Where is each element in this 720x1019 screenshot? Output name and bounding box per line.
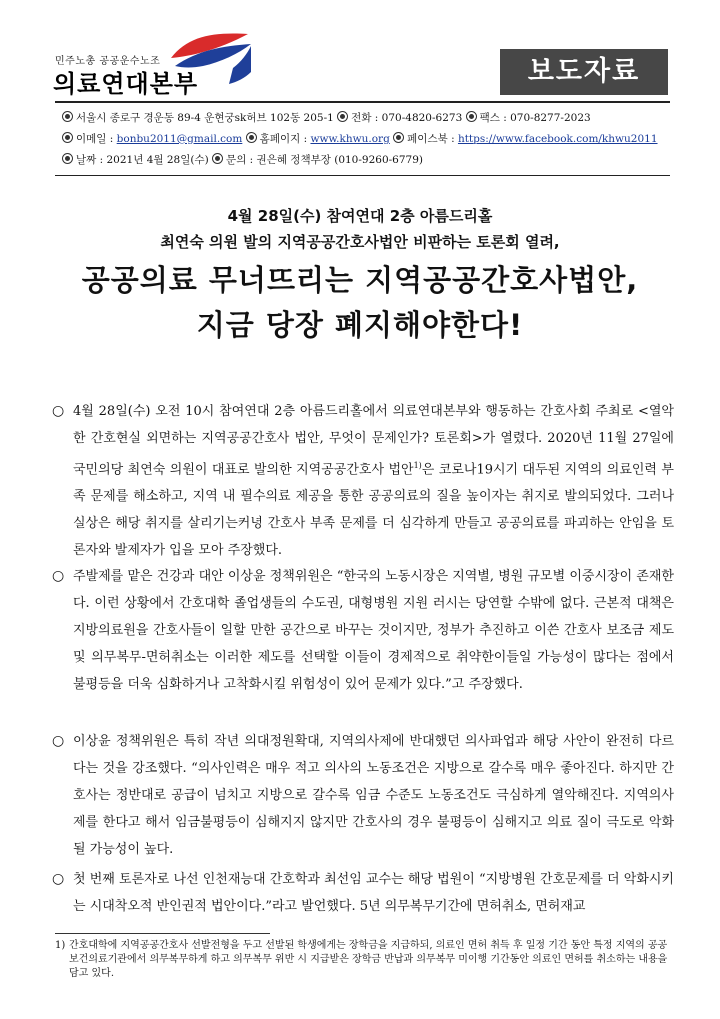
headline-title-line1: 공공의료 무너뜨리는 지역공공간호사법안, [81,263,639,297]
email-link[interactable]: bonbu2011@gmail.com [116,133,243,145]
bullet-icon [62,153,73,164]
org-subtitle: 민주노총 공공운수노조 [55,56,161,67]
bullet-icon [212,153,223,164]
facebook-link[interactable]: https://www.facebook.com/khwu2011 [457,133,658,145]
bullet-icon [246,132,257,143]
bullet-icon [466,111,477,122]
circle-bullet-icon: ○ [52,871,65,887]
info-line-address [62,110,591,125]
event-info: 4월 28일(수) 참여연대 2층 아름드리홀 [227,207,493,225]
paragraph-1-text-a: 4월 28일(수) 오전 10시 참여연대 2층 아름드리홀에서 의료연대본부와 행동하는 간호사회 주최로 <열악한 간호현실 외면하는 지역공공간호사 법안, 무엇이 문제인가? 토론회>가 열렸다. 2020년 11월 27일에 국민의당 최연숙 의원이 대표로 발의한 지역공공간호사 법안 [73,404,674,478]
bullet-icon [62,132,73,143]
paragraph-2 [52,563,674,698]
circle-bullet-icon: ○ [52,568,65,584]
org-logo [53,26,255,98]
bullet-icon [62,111,73,122]
paragraph-3 [52,728,674,863]
paragraph-4 [52,866,674,920]
footnote [55,939,675,981]
bullet-icon [393,132,404,143]
headline-subtitle: 최연숙 의원 발의 지역공공간호사법안 비판하는 토론회 열려, [160,233,560,251]
footnote-number: 1) [55,940,66,951]
email-label: 이메일 : [76,133,117,145]
paragraph-3-text: 이상윤 정책위원은 특히 작년 의대정원확대, 지역의사제에 반대했던 의사파업과 해당 사안이 완전히 다르다는 것을 강조했다. “의사인력은 매우 적고 의사의 노동조건은 지방으로 갈수록 매우 좋아진다. 하지만 간호사는 정반대로 공급이 넘치고 지방으로 갈수록 임금 수준도 노동조건도 극심하게 열악해진다. 지역의사제를 한다고 해서 임금불평등이 심해지지 않지만 간호사의 경우 불평등이 심해지고 의료 질이 극도로 악화될 가능성이 높다. [73,734,674,857]
address-text: 서울시 종로구 경운동 89-4 운현궁sk허브 102동 205-1 [76,112,334,124]
footnote-ref: 1) [413,461,422,470]
homepage-label: 홈페이지 : [259,133,311,145]
info-line-contacts [62,131,658,146]
phone-text: 전화 : 070-4820-6273 [351,112,463,124]
paragraph-text [73,398,674,564]
info-divider [55,175,670,176]
facebook-label: 페이스북 : [407,133,458,145]
info-line-date [62,152,423,167]
letterhead [55,26,670,96]
headline-title-line2: 지금 당장 폐지해야한다! [196,308,524,342]
circle-bullet-icon: ○ [52,733,65,749]
header-divider [55,101,670,103]
contact-text: 문의 : 권은혜 정책부장 (010-9260-6779) [226,154,423,166]
circle-bullet-icon: ○ [52,403,65,419]
paragraph-1-text-b: 은 코로나19시기 대두된 지역의 의료인력 부족 문제를 해소하고, 지역 내 필수의료 제공을 통한 공공의료의 질을 높이자는 취지로 발의되었다. 그러나 실상은 해당 취지를 살리기는커녕 간호사 부족 문제를 더 심각하게 만들고 공공의료를 파괴하는 안임을 토론자와 발제자가 입을 모아 주장했다. [73,462,674,559]
paragraph-4-text: 첫 번째 토론자로 나선 인천재능대 간호학과 최선임 교수는 해당 법원이 “지방병원 간호문제를 더 악화시키는 시대착오적 반인권적 법안이다.”라고 발언했다. 5년 의무복무기간에 면허취소, 면허재교 [73,872,674,914]
paragraph-1 [52,398,674,564]
press-release-badge: 보도자료 [500,49,668,95]
paragraph-2-text: 주발제를 맡은 건강과 대안 이상윤 정책위원은 “한국의 노동시장은 지역별, 병원 규모별 이중시장이 존재한다. 이런 상황에서 간호대학 졸업생들의 수도권, 대형병원 지원 러시는 당연할 수밖에 없다. 근본적 대책은 지방의료원을 간호사들이 일할 만한 공간으로 바꾸는 것이지만, 정부가 추진하고 이쓴 간호사 보조금 제도 및 의무복무-면허취소는 이러한 제도를 선택할 이들이 경제적으로 취약한이들일 가능성이 많다는 점에서 불평등을 더욱 심화하거나 고착화시킬 위험성이 있어 문제가 있다.”고 주장했다. [73,569,674,692]
org-title: 의료연대본부 [53,70,199,98]
bullet-icon [337,111,348,122]
date-text: 날짜 : 2021년 4월 28일(수) [76,154,209,166]
fax-text: 팩스 : 070-8277-2023 [479,112,591,124]
footnote-divider [55,933,270,934]
homepage-link[interactable]: www.khwu.org [310,133,390,145]
footnote-text: 간호대학에 지역공공간호사 선발전형을 두고 선발된 학생에게는 장학금을 지급하되, 의료인 면허 취득 후 일정 기간 동안 특정 지역의 공공보건의료기관에서 의무복무하게 하고 의무복무 위반 시 지급받은 장학금 반납과 의무복무 미이행 기간동안 의료인 면허를 취소하는 내용을 담고 있다. [69,940,668,979]
